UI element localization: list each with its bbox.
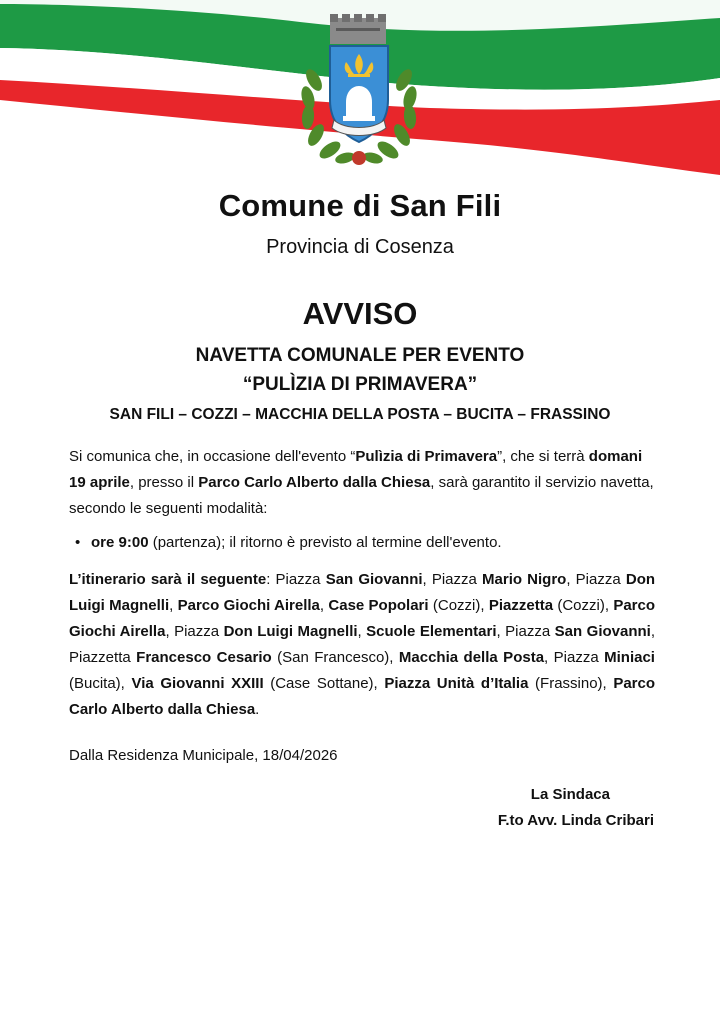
intro-text: , sarà garantito il servizio navetta, secondo le seguenti modalità: <box>69 474 654 517</box>
header-banner <box>0 0 720 190</box>
itinerary-stop: Case Popolari <box>328 597 429 614</box>
itinerary-stop: Piazza Unità d’Italia <box>384 675 529 692</box>
notice-title: AVVISO <box>302 296 418 331</box>
itinerary-stop: Don Luigi Magnelli <box>223 623 358 640</box>
departure-time: ore 9:00 <box>91 534 149 551</box>
intro-paragraph <box>69 444 655 522</box>
notice-route: SAN FILI – COZZI – MACCHIA DELLA POSTA – BUCITA – FRASSINO <box>109 406 611 423</box>
intro-text: Si comunica che, in occasione dell'evento “ <box>69 448 356 465</box>
itinerary-stop: Francesco Cesario <box>136 649 272 666</box>
itinerary-text: , <box>319 597 329 614</box>
schedule-detail: (partenza); il ritorno è previsto al termine dell'evento. <box>148 534 502 551</box>
itinerary-text: . <box>255 701 260 718</box>
itinerary-text: , <box>357 623 367 640</box>
itinerary-text: , Piazza <box>422 571 483 588</box>
itinerary-stop: Via Giovanni XXIII <box>131 675 264 692</box>
signatory-title: La Sindaca <box>530 786 610 803</box>
itinerary-text: (Cozzi), <box>553 597 614 614</box>
notice-subtitle-line1: NAVETTA COMUNALE PER EVENTO <box>195 345 525 366</box>
intro-text: , presso il <box>129 474 199 491</box>
event-date: domani 19 aprile <box>69 448 643 491</box>
itinerary-text: , Piazza <box>165 623 224 640</box>
itinerary-text: (San Francesco), <box>271 649 399 666</box>
signatory-name: F.to Avv. Linda Cribari <box>497 812 654 829</box>
event-name: Pulìzia di Primavera <box>355 448 498 465</box>
itinerary-stop: Parco Giochi Airella <box>69 597 656 640</box>
municipality-name: Comune di San Fili <box>218 188 502 223</box>
itinerary-text: (Bucita), <box>69 675 132 692</box>
itinerary-stop: San Giovanni <box>554 623 651 640</box>
itinerary-stop: Scuole Elementari <box>366 623 497 640</box>
itinerary-stop: San Giovanni <box>325 571 423 588</box>
itinerary-stop: L’itinerario sarà il seguente <box>69 571 267 588</box>
itinerary-stop: Parco Carlo Alberto dalla Chiesa <box>69 675 656 718</box>
itinerary-text: : Piazza <box>266 571 326 588</box>
itinerary-stop: Don Luigi Magnelli <box>69 571 656 614</box>
itinerary-text: , <box>169 597 178 614</box>
itinerary-stop: Piazzetta <box>488 597 554 614</box>
itinerary-text: , Piazza <box>496 623 555 640</box>
itinerary-text: (Case Sottane), <box>263 675 385 692</box>
itinerary-text: , Piazza <box>544 649 605 666</box>
itinerary-stop: Parco Giochi Airella <box>177 597 320 614</box>
itinerary-paragraph <box>69 567 655 723</box>
itinerary-stop: Macchia della Posta <box>398 649 545 666</box>
itinerary-text: (Frassino), <box>528 675 614 692</box>
province-name: Provincia di Cosenza <box>266 236 454 258</box>
itinerary-stop: Miniaci <box>604 649 655 666</box>
notice-subtitle-line2: “PULÌZIA DI PRIMAVERA” <box>242 374 478 395</box>
date-line: Dalla Residenza Municipale, 18/04/2026 <box>69 747 338 764</box>
itinerary-text: (Cozzi), <box>428 597 489 614</box>
schedule-item <box>69 530 655 556</box>
intro-text: ”, che si terrà <box>497 448 589 465</box>
itinerary-text: , Piazzetta <box>69 623 655 666</box>
itinerary-stop: Mario Nigro <box>482 571 567 588</box>
itinerary-text: , Piazza <box>566 571 626 588</box>
schedule-list <box>69 530 655 556</box>
event-venue: Parco Carlo Alberto dalla Chiesa <box>198 474 431 491</box>
